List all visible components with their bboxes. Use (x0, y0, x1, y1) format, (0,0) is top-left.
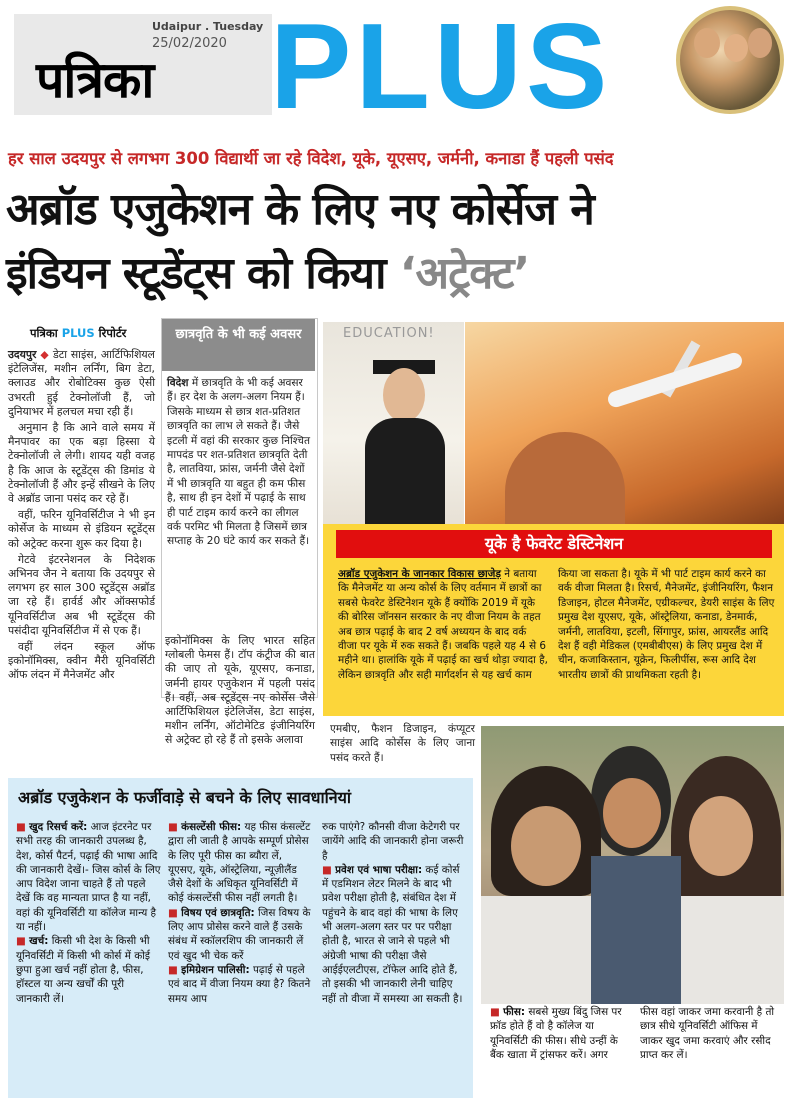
precautions-column-2 (168, 820, 313, 1006)
precaution-item (168, 963, 313, 1006)
precaution-text: कई कोर्स में एडमिशन लेटर मिलने के बाद भी प्रवेश परीक्षा होती है, संबंधित देश में पहुंचने के बाद वहां की भाषा के लिए भी अलग-अलग स्तर पर पर परीक्षा होती है, भारत से जाने से पहले भी अंग्रेजी भाषा की परीक्षा जैसे आईईएलटीएस, टॉफेल आदि होते हैं, तो इसकी भी जानकारी लेनी चाहिए नहीं तो वीजा में समस्या आ सकती है। (322, 863, 463, 1005)
precautions-heading: अब्रॉड एजुकेशन के फर्जीवाड़े से बचने के लिए सावधानियां (18, 788, 352, 807)
precaution-title: कंसल्टेंसी फीस: (181, 821, 242, 833)
favorite-lead: अब्रॉड एजुकेशन के जानकार विकास छाजेड़ (338, 568, 501, 580)
precautions-column-3 (322, 820, 467, 1006)
precaution-text: किसी भी देश के किसी भी यूनिवर्सिटी में किसी भी कोर्स में कोई छुपा हुआ खर्च नहीं होता है, फीस, हॉस्टल या अन्य खर्चों की पूरी जानकारी लें। (16, 935, 150, 1005)
precaution-title: खर्च: (29, 935, 49, 948)
square-bullet-icon: ■ (490, 1006, 500, 1018)
precaution-text: जिस विषय के लिए आप प्रोसेस करने वाले हैं उसके संबंध में स्कॉलरशिप की जानकारी लें एवं खुद भी चेक करें (168, 906, 311, 962)
precaution-title: फीस: (503, 1006, 526, 1018)
graduate-photo (323, 322, 464, 537)
byline-brand: पत्रिका (30, 326, 58, 340)
precaution-text: सबसे मुख्य बिंदु जिस पर फ्रॉड होते हैं वो है कॉलेज या यूनिवर्सिटी की फीस। सीधे उन्हीं के बैंक खाता में ट्रांसफर करें। अगर (490, 1006, 622, 1061)
dateline: Udaipur . Tuesday (152, 20, 264, 33)
article-paragraph: वहीं, फरिन यूनिवर्सिटीज ने भी इन कोर्सेज के माध्यम से इंडियन स्टूडेंट्स को अट्रेक्ट करना शुरू कर दिया है। (8, 508, 155, 550)
headline-line-2-text: इंडियन स्टूडेंट्स को किया (6, 248, 400, 299)
students-photo (481, 726, 784, 1004)
plus-logo: PLUS (270, 0, 612, 134)
favorite-destination-heading: यूके है फेवरेट डेस्टिनेशन (336, 530, 772, 558)
byline-plus: PLUS (61, 326, 95, 340)
precaution-item (322, 863, 467, 1006)
precaution-text: पढ़ाई से पहले एवं बाद में वीजा नियम क्या है? कितने समय आप (168, 963, 311, 1005)
precautions-column-4 (490, 1005, 635, 1062)
scholarship-lead: विदेश (167, 377, 189, 389)
square-bullet-icon: ■ (168, 906, 178, 919)
article-paragraph: वहीं लंदन स्कूल ऑफ इकोनॉमिक्स, क्वीन मैरी यूनिवर्सिटी ऑफ लंदन में मैनेजमेंट और (8, 640, 155, 682)
precaution-text: आज इंटरनेट पर सभी तरह की जानकारी उपलब्ध है, देश, कोर्स पैटर्न, पढ़ाई की भाषा आदि की जानकारी देखें।- जिस कोर्स के लिए आप विदेश जाना चाहते हैं तो पहले देखें कि वह मान्यता प्राप्त है या नहीं, वहां की यूनिवर्सिटी या कॉलेज मान्य है या नहीं। (16, 821, 161, 934)
scholarship-text (167, 376, 312, 549)
article-paragraph: इकोनॉमिक्स के लिए भारत सहित ग्लोबली फेमस हैं। टॉप कंट्रीज की बात की जाए तो यूके, यूएसए, कनाडा, जर्मनी हायर एजुकेशन में पहली पसंद हैं। वहीं, अब स्टूडेंट्स नए कोर्सेस जैसे आर्टिफिशियल इंटेलिजेंस, डेटा साइंस, मशीन लर्निंग, ऑटोमेटिड इंजीनियरिंग से अट्रेक्ट हो रहे हैं तो इसके अलावा (165, 634, 315, 747)
headline-line-1: अब्रॉड एजुकेशन के लिए नए कोर्सेज ने (6, 184, 594, 235)
square-bullet-icon: ■ (168, 963, 178, 976)
issue-date: 25/02/2020 (152, 36, 227, 51)
precaution-title: प्रवेश एवं भाषा परीक्षा: (335, 863, 423, 876)
precaution-item (16, 934, 161, 1005)
bullet-dot-icon: ◆ (40, 348, 50, 361)
article-column-1 (8, 348, 155, 685)
lead-text: डेटा साइंस, आर्टिफिशियल इंटेलिजेंस, मशीन लर्निंग, बिग डेटा, क्लाउड और रोबोटिक्स कुछ ऐसी उभरती हुई टेक्नोलॉजी हैं, जो दुनियाभर में हलचल मचा रही हैं। (8, 348, 155, 418)
precaution-item (16, 820, 161, 934)
scholarship-heading: छात्रवृति के भी कई अवसर (162, 319, 315, 371)
article-column-2 (165, 634, 315, 750)
article-paragraph: गेटवे इंटरनेशनल के निदेशक अभिनव जैन ने बताया कि उदयपुर से लगभग हर साल 300 स्टूडेंट्स अब्रॉड जा रहे हैं। हार्वर्ड और ऑक्सफोर्ड यूनिवर्सिटीज अब भी स्टूडेंट्स की पसंदीदा यूनिवर्सिटीज में से एक हैं। (8, 552, 155, 637)
precautions-column-1 (16, 820, 161, 1006)
scholarship-body: में छात्रवृति के भी कई अवसर हैं। हर देश के अलग-अलग नियम हैं। जिसके माध्यम से छात्र शत-प्रतिशत छात्रवृति का लाभ ले सकते हैं। जैसे इटली में वहां की सरकार कुछ निश्चित मापदंड पर शत-प्रतिशत छात्रवृति देती है, लातविया, फ्रांस, जर्मनी जैसे देशों में भी छात्रवृति या बहुत ही कम फीस है, साथ ही इन देशों में पढ़ाई के साथ ही पार्ट टाइम कार्य करने का लीगल वर्क परमिट भी मिलता है जिसमें छात्र सप्ताह के 20 घंटे कार्य कर सकते हैं। (167, 377, 311, 548)
favorite-column-2: किया जा सकता है। यूके में भी पार्ट टाइम कार्य करने का वर्क वीजा मिलता है। रिसर्च, मैनेजमेंट, इंजीनियरिंग, फैशन डिजाइन, होटल मैनेजमेंट, एग्रीकल्चर, डेयरी साइंस के लिए प्रमुख देश यूएसए, यूके, ऑस्ट्रेलिया, कनाडा, डेनमार्क, जर्मनी, लातविया, इटली, सिंगापुर, फ्रांस, आयरलैंड आदि देश हैं वही मेडिकल (एमबीबीएस) के लिए प्रमुख देश में चीन, कजाकिस्तान, यूक्रेन, फिलीपींस, रूस आदि देश भारतीय छात्रों की प्राथमिकता रहती है। (558, 568, 775, 681)
article-paragraph: अनुमान है कि आने वाले समय में मैनपावर का एक बड़ा हिस्सा ये टेक्नोलॉजी ले लेगी। शायद यही वजह है कि आज के स्टूडेंट्स की डिमांड ये टेक्नोलॉजी हैं और इन्हें सीखने के लिए वे अब्रॉड जाना पसंद कर रहे हैं। (8, 421, 155, 506)
byline (30, 326, 126, 341)
square-bullet-icon: ■ (168, 821, 178, 833)
precaution-title: विषय एवं छात्रवृति: (181, 906, 255, 919)
precaution-item (168, 820, 313, 906)
patrika-logo: पत्रिका (36, 51, 154, 109)
headline-line-2 (6, 248, 786, 300)
favorite-column-1 (338, 567, 548, 682)
precautions-column-5: फीस वहां जाकर जमा करवानी है तो छात्र सीधे यूनिवर्सिटी ऑफिस में जाकर खुद जमा करवाएं और रसीद प्राप्त कर लें। (640, 1006, 775, 1061)
square-bullet-icon: ■ (16, 935, 26, 948)
precaution-title: खुद रिसर्च करें: (29, 821, 88, 833)
kicker-headline: हर साल उदयपुर से लगभग 300 विद्यार्थी जा रहे विदेश, यूके, यूएसए, जर्मनी, कनाडा हैं पहली पसंद (8, 149, 614, 168)
square-bullet-icon: ■ (322, 863, 332, 876)
article-paragraph-end: एमबीए, फैशन डिजाइन, कंप्यूटर साइंस आदि कोर्सेस के लिए जाना पसंद करते हैं। (330, 723, 475, 764)
square-bullet-icon: ■ (16, 821, 26, 833)
favorite-text-1: ने बताया कि मैनेजमेंट या अन्य कोर्स के लिए वर्तमान में छात्रों का सबसे फेवरेट डेस्टिनेशन यूके हैं क्योंकि 2019 में यूके की बोरिस जॉनसन सरकार के नए वीजा नियम के तहत अब छात्र पढ़ाई के बाद 2 वर्ष अध्ययन के बाद वर्क वीजा पर यूके में रुक सकते हैं। जबकि पहले यह 4 से 6 महीने था। हालांकि यूके में पढ़ाई का खर्च थोड़ा ज्यादा है, लेकिन छात्रवृति और सही मार्गदर्शन से यह खर्च काम (338, 568, 548, 681)
precaution-item (490, 1005, 635, 1062)
masthead-photo (676, 6, 784, 114)
lead-place: उदयपुर (8, 348, 37, 361)
photo-text: EDUCATION! (343, 326, 435, 341)
precaution-continued: रुक पाएंगे? कौनसी वीजा केटेगरी पर जायेंगे आदि की जानकारी होना जरूरी है (322, 821, 464, 862)
airplane-photo (465, 322, 784, 532)
precaution-item (168, 906, 313, 963)
article-lead-paragraph (8, 348, 155, 419)
byline-role: रिपोर्टर (94, 326, 127, 340)
precaution-title: इमिग्रेशन पालिसी: (181, 963, 250, 976)
precaution-text: यह फीस कंसल्टेंट द्वारा ली जाती है आपके सम्पूर्ण प्रोसेस के लिए पूरी फीस का ब्यौरा लें, यूएसए, यूके, ऑस्ट्रेलिया, न्यूज़ीलैंड जैसे देशों के अधिकृत यूनिवर्सिटी में कोई कंसल्टेंसी फीस नहीं लगती है। (168, 821, 311, 905)
headline-attract-word: ‘अट्रेक्ट’ (399, 248, 530, 299)
